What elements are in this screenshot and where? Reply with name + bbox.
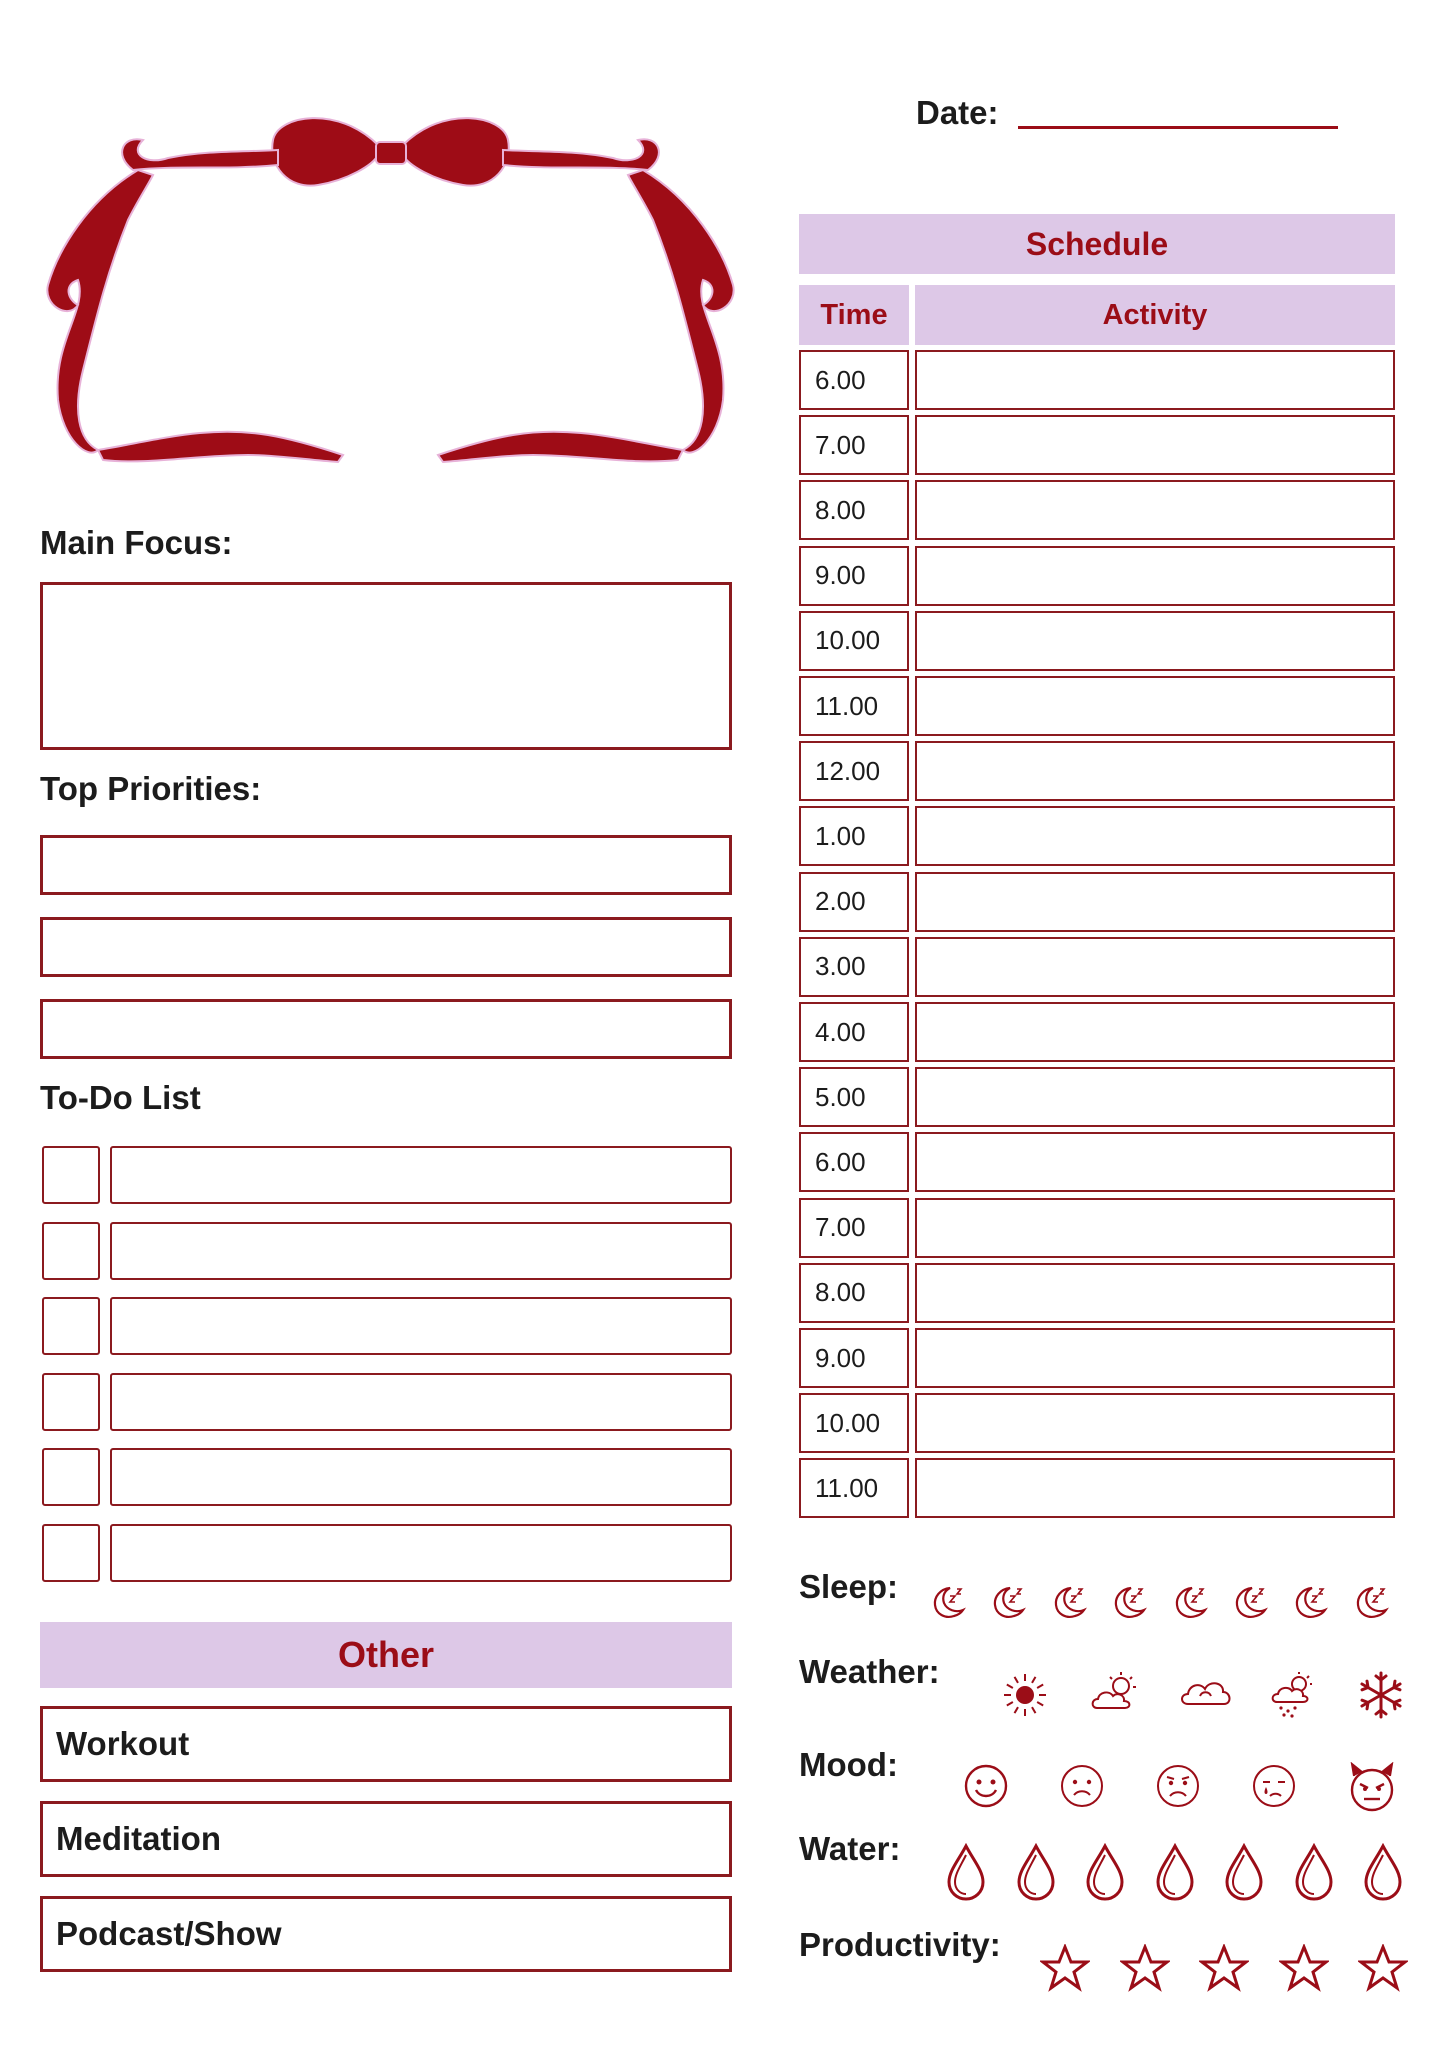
water-drop-icon[interactable]: [1153, 1843, 1197, 1903]
productivity-label: Productivity:: [799, 1926, 1001, 1963]
other-item-label: Workout: [56, 1725, 190, 1762]
schedule-activity-cell[interactable]: [915, 546, 1395, 606]
schedule-activity-cell[interactable]: [915, 350, 1395, 410]
todo-checkbox[interactable]: [42, 1297, 100, 1355]
schedule-time-cell: 2.00: [799, 872, 909, 932]
todo-checkbox[interactable]: [42, 1448, 100, 1506]
schedule-time-cell: 11.00: [799, 676, 909, 736]
date-label: Date:: [916, 94, 999, 131]
schedule-activity-cell[interactable]: [915, 1458, 1395, 1518]
schedule-time-cell: 12.00: [799, 741, 909, 801]
todo-field[interactable]: [110, 1146, 732, 1204]
todo-checkbox[interactable]: [42, 1524, 100, 1582]
schedule-activity-cell[interactable]: [915, 415, 1395, 475]
schedule-time-cell: 9.00: [799, 1328, 909, 1388]
star-icon[interactable]: [1358, 1944, 1408, 1992]
schedule-time-cell: 6.00: [799, 1132, 909, 1192]
schedule-time-cell: 10.00: [799, 1393, 909, 1453]
schedule-activity-cell[interactable]: [915, 872, 1395, 932]
other-item-workout[interactable]: [40, 1706, 732, 1782]
sleeping-moon-icon[interactable]: [1349, 1580, 1393, 1624]
mood-label: Mood:: [799, 1746, 898, 1783]
other-item-label: Podcast/Show: [56, 1915, 282, 1952]
star-icon[interactable]: [1279, 1944, 1329, 1992]
schedule-activity-cell[interactable]: [915, 1067, 1395, 1127]
sleeping-moon-icon[interactable]: [1288, 1580, 1332, 1624]
activity-header: Activity: [1102, 298, 1208, 331]
schedule-time-cell: 5.00: [799, 1067, 909, 1127]
weather-label: Weather:: [799, 1653, 940, 1690]
crying-face-icon[interactable]: [1250, 1762, 1298, 1810]
todo-checkbox[interactable]: [42, 1373, 100, 1431]
water-drop-icon[interactable]: [944, 1843, 988, 1903]
schedule-time-cell: 6.00: [799, 350, 909, 410]
schedule-activity-cell[interactable]: [915, 1393, 1395, 1453]
schedule-activity-cell[interactable]: [915, 1328, 1395, 1388]
other-item-label: Meditation: [56, 1820, 221, 1857]
sun-icon[interactable]: [1000, 1670, 1050, 1720]
water-drop-icon[interactable]: [1222, 1843, 1266, 1903]
schedule-activity-cell[interactable]: [915, 1263, 1395, 1323]
schedule-time-cell: 7.00: [799, 1198, 909, 1258]
sleeping-moon-icon[interactable]: [986, 1580, 1030, 1624]
schedule-activity-cell[interactable]: [915, 1002, 1395, 1062]
water-drop-icon[interactable]: [1292, 1843, 1336, 1903]
time-header: Time: [820, 298, 888, 331]
schedule-activity-cell[interactable]: [915, 1132, 1395, 1192]
schedule-time-cell: 1.00: [799, 806, 909, 866]
schedule-activity-cell[interactable]: [915, 480, 1395, 540]
snowflake-icon[interactable]: [1356, 1670, 1406, 1720]
activity-column-header: [915, 285, 1395, 345]
todo-field[interactable]: [110, 1373, 732, 1431]
schedule-time-cell: 4.00: [799, 1002, 909, 1062]
sleeping-moon-icon[interactable]: [926, 1580, 970, 1624]
rain-icon[interactable]: [1267, 1670, 1317, 1720]
schedule-header: [799, 214, 1395, 274]
cloudy-icon[interactable]: [1178, 1670, 1238, 1710]
todo-checkbox[interactable]: [42, 1146, 100, 1204]
sleep-label: Sleep:: [799, 1568, 899, 1605]
sad-face-icon[interactable]: [1058, 1762, 1106, 1810]
schedule-time-cell: 8.00: [799, 1263, 909, 1323]
sleeping-moon-icon[interactable]: [1107, 1580, 1151, 1624]
schedule-activity-cell[interactable]: [915, 741, 1395, 801]
schedule-time-cell: 7.00: [799, 415, 909, 475]
happy-face-icon[interactable]: [962, 1762, 1010, 1810]
water-drop-icon[interactable]: [1014, 1843, 1058, 1903]
priority-field[interactable]: [40, 999, 732, 1059]
water-drop-icon[interactable]: [1361, 1843, 1405, 1903]
partly-cloudy-icon[interactable]: [1089, 1670, 1141, 1714]
schedule-time-cell: 8.00: [799, 480, 909, 540]
todo-field[interactable]: [110, 1448, 732, 1506]
ribbon-frame-graphic: [38, 110, 743, 490]
other-header: [40, 1622, 732, 1688]
schedule-activity-cell[interactable]: [915, 611, 1395, 671]
schedule-time-cell: 10.00: [799, 611, 909, 671]
priority-field[interactable]: [40, 917, 732, 977]
other-title: Other: [337, 1634, 434, 1675]
main-focus-label: Main Focus:: [40, 524, 233, 561]
star-icon[interactable]: [1120, 1944, 1170, 1992]
schedule-time-cell: 9.00: [799, 546, 909, 606]
top-priorities-label: Top Priorities:: [40, 770, 262, 807]
water-label: Water:: [799, 1830, 901, 1867]
schedule-activity-cell[interactable]: [915, 1198, 1395, 1258]
todo-field[interactable]: [110, 1524, 732, 1582]
schedule-activity-cell[interactable]: [915, 676, 1395, 736]
todo-field[interactable]: [110, 1297, 732, 1355]
sleeping-moon-icon[interactable]: [1228, 1580, 1272, 1624]
other-item-meditation[interactable]: [40, 1801, 732, 1877]
schedule-activity-cell[interactable]: [915, 806, 1395, 866]
priority-field[interactable]: [40, 835, 732, 895]
schedule-activity-cell[interactable]: [915, 937, 1395, 997]
main-focus-field[interactable]: [40, 582, 732, 750]
frown-face-icon[interactable]: [1154, 1762, 1202, 1810]
sleeping-moon-icon[interactable]: [1168, 1580, 1212, 1624]
todo-label: To-Do List: [40, 1079, 201, 1116]
schedule-title: Schedule: [1025, 225, 1169, 262]
star-icon[interactable]: [1040, 1944, 1090, 1992]
time-column-header: [799, 285, 909, 345]
water-drop-icon[interactable]: [1083, 1843, 1127, 1903]
angry-devil-face-icon[interactable]: [1346, 1762, 1398, 1814]
ribbon-frame-illustration: [38, 110, 743, 490]
todo-field[interactable]: [110, 1222, 732, 1280]
sleeping-moon-icon[interactable]: [1047, 1580, 1091, 1624]
schedule-time-cell: 11.00: [799, 1458, 909, 1518]
other-item-podcast[interactable]: [40, 1896, 732, 1972]
schedule-time-cell: 3.00: [799, 937, 909, 997]
star-icon[interactable]: [1199, 1944, 1249, 1992]
todo-checkbox[interactable]: [42, 1222, 100, 1280]
date-line[interactable]: [1018, 126, 1338, 129]
